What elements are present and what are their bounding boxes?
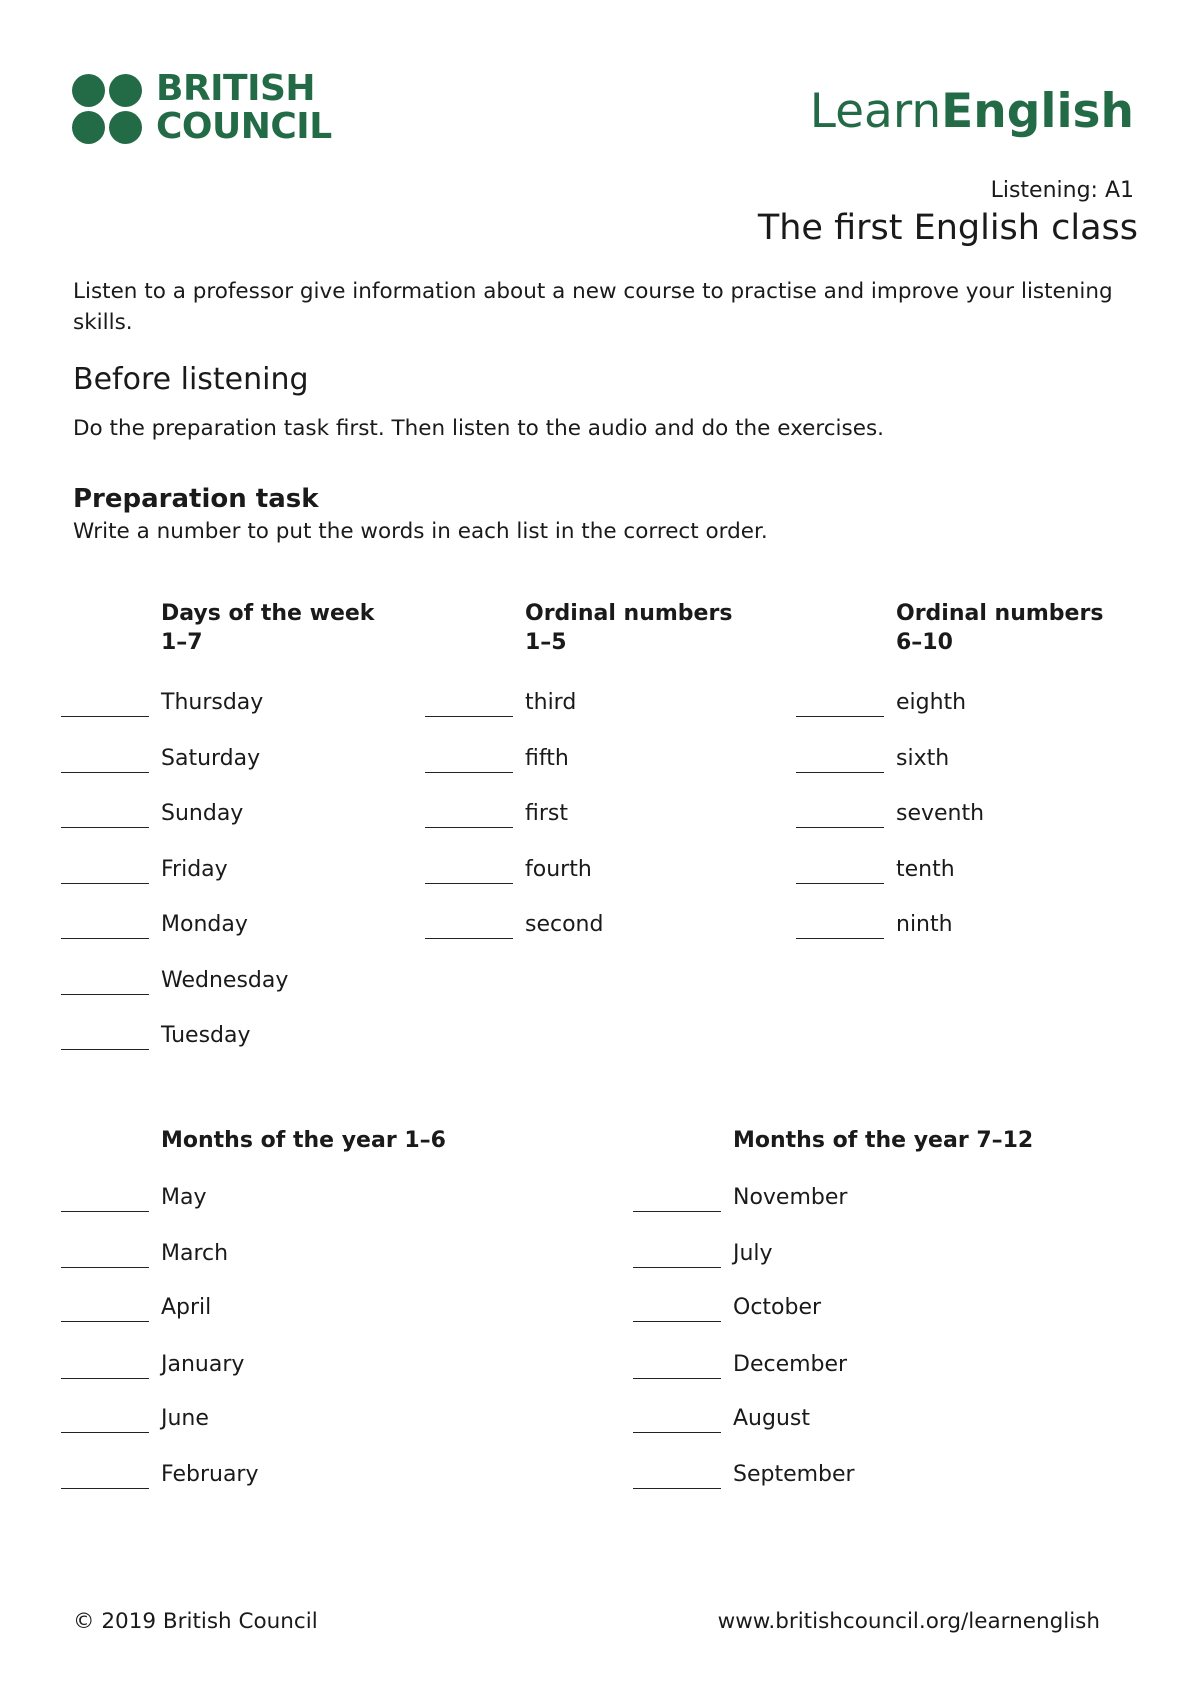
list-item: Saturday [61,737,381,773]
list-item: Sunday [61,792,381,828]
answer-blank[interactable] [425,716,513,717]
list-item: Wednesday [61,959,381,995]
list-item: December [633,1343,1033,1379]
list-item: January [61,1343,461,1379]
list-item: eighth [796,681,1116,717]
answer-blank[interactable] [61,1267,149,1268]
list-heading: Ordinal numbers 1–5 [525,601,733,655]
british-council-wordmark: BRITISH COUNCIL [156,68,332,147]
answer-blank[interactable] [633,1378,721,1379]
list-item: March [61,1232,461,1268]
list-ordinals-1-5 [425,599,732,657]
level-label: Listening: A1 [990,178,1134,203]
list-heading: Days of the week 1–7 [161,601,375,655]
answer-blank[interactable] [61,1211,149,1212]
answer-blank[interactable] [61,1321,149,1322]
answer-blank[interactable] [61,1378,149,1379]
list-item: first [425,792,745,828]
answer-blank[interactable] [633,1267,721,1268]
list-item: April [61,1286,461,1322]
before-listening-heading: Before listening [73,362,309,397]
list-item: October [633,1286,1033,1322]
list-ordinals-6-10 [796,599,1103,657]
intro-text: Listen to a professor give information about a new course to practise and improve your listening skills. [73,279,1113,335]
british-council-logo [72,68,342,147]
list-heading-months-1-6: Months of the year 1–6 [161,1128,446,1153]
list-item: June [61,1397,461,1433]
answer-blank[interactable] [61,1049,149,1050]
answer-blank[interactable] [425,772,513,773]
answer-blank[interactable] [796,883,884,884]
before-listening-text: Do the preparation task first. Then listen to the audio and do the exercises. [73,416,884,441]
answer-blank[interactable] [425,827,513,828]
preparation-task-instruction: Write a number to put the words in each list in the correct order. [73,519,768,544]
list-item: tenth [796,848,1116,884]
list-item: May [61,1176,461,1212]
answer-blank[interactable] [633,1211,721,1212]
list-heading-months-7-12: Months of the year 7–12 [733,1128,1034,1153]
answer-blank[interactable] [61,938,149,939]
answer-blank[interactable] [61,827,149,828]
answer-blank[interactable] [61,883,149,884]
answer-blank[interactable] [425,883,513,884]
list-item: August [633,1397,1033,1433]
british-council-dots-icon [72,74,144,146]
list-item: fourth [425,848,745,884]
answer-blank[interactable] [61,1488,149,1489]
answer-blank[interactable] [633,1432,721,1433]
list-item: seventh [796,792,1116,828]
answer-blank[interactable] [796,772,884,773]
answer-blank[interactable] [61,1432,149,1433]
list-item: September [633,1453,1033,1489]
learnenglish-logo: LearnEnglish [809,84,1134,139]
answer-blank[interactable] [61,716,149,717]
list-days-of-week [61,599,374,657]
answer-blank[interactable] [425,938,513,939]
list-heading: Ordinal numbers 6–10 [896,601,1104,655]
list-item: February [61,1453,461,1489]
answer-blank[interactable] [796,716,884,717]
footer-url-link[interactable]: www.britishcouncil.org/learnenglish [717,1609,1100,1634]
list-item: Thursday [61,681,381,717]
page-title: The first English class [757,208,1138,248]
list-item: Friday [61,848,381,884]
list-item: July [633,1232,1033,1268]
list-item: Monday [61,903,381,939]
list-item: ninth [796,903,1116,939]
answer-blank[interactable] [61,772,149,773]
preparation-task-title: Preparation task [73,484,319,514]
answer-blank[interactable] [633,1488,721,1489]
list-item: fifth [425,737,745,773]
list-item: sixth [796,737,1116,773]
answer-blank[interactable] [796,827,884,828]
answer-blank[interactable] [61,994,149,995]
footer-copyright: © 2019 British Council [73,1609,318,1634]
answer-blank[interactable] [796,938,884,939]
answer-blank[interactable] [633,1321,721,1322]
list-item: Tuesday [61,1014,381,1050]
list-item: third [425,681,745,717]
list-item: November [633,1176,1033,1212]
list-item: second [425,903,745,939]
